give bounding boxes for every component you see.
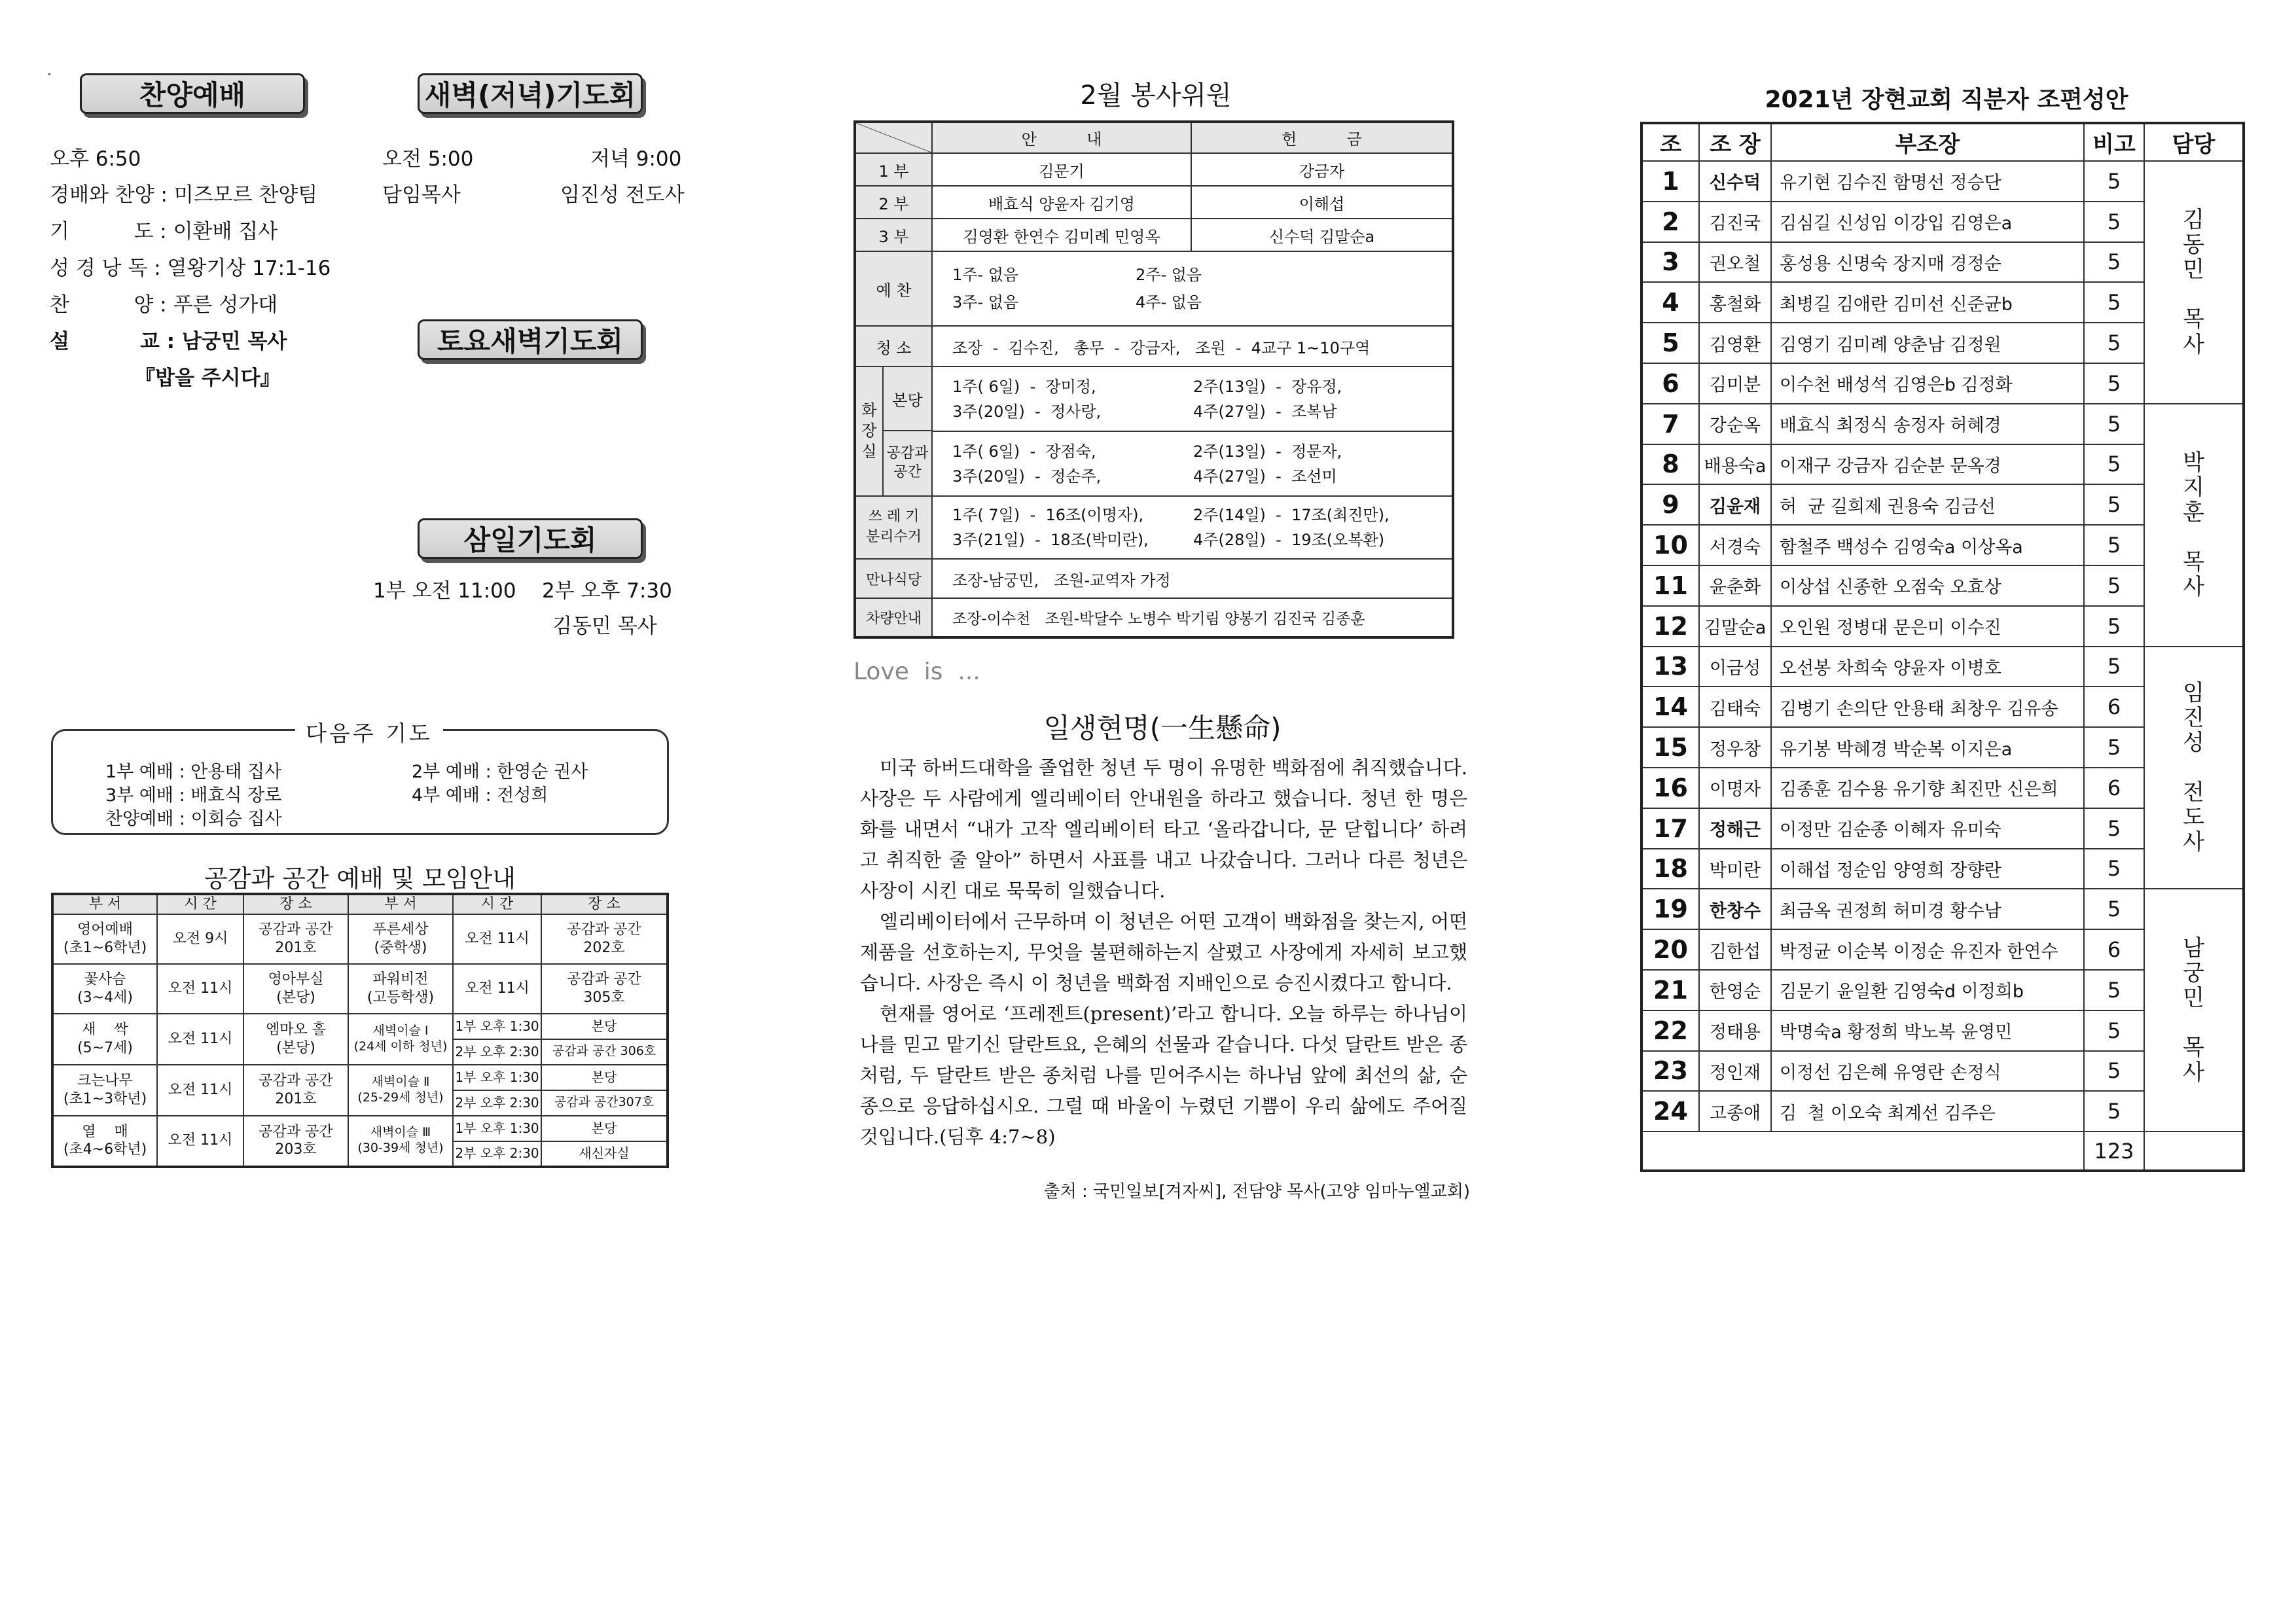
group-subleaders: 배효식 최정식 송정자 허혜경: [1771, 404, 2084, 444]
wed-leader: 김동민 목사: [552, 615, 657, 638]
page-dot: [48, 73, 50, 75]
group-leader: 김말순a: [1699, 606, 1771, 647]
group-note: 5: [2084, 242, 2144, 283]
table-row: [1641, 404, 2244, 444]
wed-time-1: 1부 오전 11:00: [373, 579, 516, 603]
group-subleaders: 김병기 손의단 안용태 최창우 김유송: [1771, 687, 2084, 727]
group-number: 24: [1641, 1091, 1699, 1132]
group-note: 5: [2084, 282, 2144, 323]
group-subleaders: 유기봉 박혜경 박순복 이지은a: [1771, 727, 2084, 768]
next-prayer-box: [51, 721, 669, 835]
group-leader: 정해근: [1699, 808, 1771, 849]
group-subleaders: 이상섭 신종한 오점숙 오효상: [1771, 565, 2084, 606]
group-leader: 홍철화: [1699, 282, 1771, 323]
order-row: 성 경 낭 독 : 열왕기상 17:1-16: [50, 257, 331, 280]
group-leader: 김영환: [1699, 323, 1771, 363]
group-note: 5: [2084, 202, 2144, 242]
group-note: 5: [2084, 970, 2144, 1010]
table-row: 화 장 실 본당 공감과 공간 1주( 6일) - 장미정, 2주(13일) - 장유정, 3주(20일) - 정사랑, 4주(27일) - 조복남: [855, 366, 1453, 431]
group-leader: 김윤재: [1699, 484, 1771, 525]
col-header: 담당: [2144, 123, 2244, 161]
table-row: 예 찬 1주- 없음 2주- 없음 3주- 없음 4주- 없음: [855, 251, 1453, 326]
dawn-prayer-title: 새벽(저녁)기도회: [418, 73, 643, 114]
group-subleaders: 김문기 윤일환 김영숙d 이정희b: [1771, 970, 2084, 1010]
group-number: 11: [1641, 565, 1699, 606]
group-number: 13: [1641, 647, 1699, 687]
group-number: 10: [1641, 525, 1699, 565]
table-row: [1641, 161, 2244, 202]
dawn-time-2: 저녁 9:00: [590, 147, 682, 171]
group-subleaders: 이정만 김순종 이혜자 유미숙: [1771, 808, 2084, 849]
group-number: 16: [1641, 768, 1699, 808]
table-row: 크는나무 (초1~3학년) 오전 11시 공감과 공간 201호 새벽이슬 Ⅱ (25-29세 청년) 1부 오후 1:30 본당: [52, 1065, 668, 1090]
table-row: 새 싹 (5~7세) 오전 11시 엠마오 홀 (본당) 새벽이슬 Ⅰ (24세 이하 청년) 1부 오후 1:30 본당: [52, 1014, 668, 1039]
saturday-prayer-title: 토요새벽기도회: [418, 319, 643, 360]
group-note: 6: [2084, 687, 2144, 727]
table-row: 2부 오후 2:30 새신자실: [52, 1141, 668, 1167]
group-number: 17: [1641, 808, 1699, 849]
group-leader: 한영순: [1699, 970, 1771, 1010]
group-note: 5: [2084, 404, 2144, 444]
col-header: 부조장: [1771, 123, 2084, 161]
story-title: 일생현명(一生懸命): [1043, 712, 1282, 744]
group-number: 22: [1641, 1010, 1699, 1051]
group-number: 12: [1641, 606, 1699, 647]
praise-time: 오후 6:50: [50, 147, 141, 171]
table-row: 만나식당 조장-남궁민, 조원-교역자 가정: [855, 559, 1453, 598]
prayer-item: 찬양예배 : 이회승 집사: [105, 809, 282, 829]
group-leader: 김진국: [1699, 202, 1771, 242]
col-header: 장 소: [243, 894, 348, 914]
group-subleaders: 오인원 정병대 문은미 이수진: [1771, 606, 2084, 647]
group-number: 8: [1641, 444, 1699, 485]
group-note: 5: [2084, 323, 2144, 363]
group-leader: 배용숙a: [1699, 444, 1771, 485]
group-number: 5: [1641, 323, 1699, 363]
dawn-time-1: 오전 5:00: [382, 147, 474, 171]
pastor-in-charge: 박 지 훈 목 사: [2144, 404, 2244, 647]
col-header: 조: [1641, 123, 1699, 161]
table-row: [1641, 889, 2244, 929]
group-leader: 정태용: [1699, 1010, 1771, 1051]
group-note: 5: [2084, 565, 2144, 606]
gathering-title: 공감과 공간 예배 및 모임안내: [204, 865, 516, 893]
order-row: 기 도 : 이환배 집사: [50, 220, 278, 243]
group-table: [1640, 122, 2245, 1172]
table-row: 3 부 김영환 한연수 김미례 민영옥 신수덕 김말순a: [855, 219, 1453, 251]
group-note: 5: [2084, 484, 2144, 525]
group-note: 5: [2084, 161, 2144, 202]
group-leader: 정우창: [1699, 727, 1771, 768]
pastor-in-charge: 김 동 민 목 사: [2144, 161, 2244, 404]
story-body: [860, 753, 1467, 1152]
table-row: 차량안내 조장-이수천 조원-박달수 노병수 박기림 양봉기 김진국 김종훈: [855, 598, 1453, 637]
group-subleaders: 김영기 김미례 양춘남 김정원: [1771, 323, 2084, 363]
group-note: 5: [2084, 889, 2144, 929]
group-subleaders: 유기현 김수진 함명선 정승단: [1771, 161, 2084, 202]
group-number: 7: [1641, 404, 1699, 444]
group-note: 5: [2084, 525, 2144, 565]
pastor-in-charge: 남 궁 민 목 사: [2144, 889, 2244, 1132]
table-row: 2부 오후 2:30 공감과 공간 306호: [52, 1039, 668, 1065]
group-number: 14: [1641, 687, 1699, 727]
story-paragraph: 현재를 영어로 ‘프레젠트(present)’라고 합니다. 오늘 하루는 하나님이 나를 믿고 맡기신 달란트요, 은혜의 선물과 같습니다. 다섯 달란트 받은 종처럼, 두 달란트 받은 종처럼 나를 믿어주시는 하나님 앞에 최선의 삶, 순종으로 응답하십시오. 그럴 때 바울이 누렸던 기쁨이 우리 삶에도 주어질 것입니다.(딤후 4:7~8): [860, 1003, 1467, 1148]
story-source: 출처 : 국민일보[겨자씨], 전담양 목사(고양 임마누엘교회): [1043, 1182, 1470, 1202]
table-row: 1주( 6일) - 장점숙, 2주(13일) - 정문자, 3주(20일) - 정순주, 4주(27일) - 조선미: [855, 431, 1453, 496]
order-row: 찬 양 : 푸른 성가대: [50, 293, 278, 317]
group-number: 18: [1641, 849, 1699, 889]
story-paragraph: 엘리베이터에서 근무하며 이 청년은 어떤 고객이 백화점을 찾는지, 어떤 제품을 선호하는지, 무엇을 불편해하는지 살폈고 사장에게 자세히 보고했습니다. 사장은 즉시 이 청년을 백화점 지배인으로 승진시켰다고 합니다.: [860, 910, 1467, 994]
sermon-title: 『밥을 주시다』: [135, 366, 281, 390]
group-number: 3: [1641, 242, 1699, 283]
table-row: [1641, 647, 2244, 687]
gathering-table: [51, 893, 669, 1168]
group-note: 5: [2084, 1010, 2144, 1051]
volunteers-table: [853, 120, 1454, 639]
group-subleaders: 김심길 신성임 이강입 김영은a: [1771, 202, 2084, 242]
table-row: 영어예배 (초1~6학년) 오전 9시 공감과 공간 201호 푸른세상 (중학생) 오전 11시 공감과 공간 202호: [52, 914, 668, 964]
group-subleaders: 박명숙a 황정희 박노복 윤영민: [1771, 1010, 2084, 1051]
table-row: 2부 오후 2:30 공감과 공간307호: [52, 1090, 668, 1116]
group-subleaders: 이정선 김은혜 유영란 손정식: [1771, 1051, 2084, 1092]
table-row: 청 소 조장 - 김수진, 총무 - 강금자, 조원 - 4교구 1~10구역: [855, 326, 1453, 366]
group-leader: 정인재: [1699, 1051, 1771, 1092]
praise-order: [50, 185, 364, 389]
table-row: 열 매 (초4~6학년) 오전 11시 공감과 공간 203호 새벽이슬 Ⅲ (30-39세 청년) 1부 오후 1:30 본당: [52, 1116, 668, 1141]
pastor-in-charge: 임 진 성 전 도 사: [2144, 647, 2244, 889]
col-header: 조 장: [1699, 123, 1771, 161]
group-leader: 김미분: [1699, 363, 1771, 404]
group-leader: 강순옥: [1699, 404, 1771, 444]
table-row: 2 부 배효식 양윤자 김기영 이해섭: [855, 186, 1453, 219]
group-number: 19: [1641, 889, 1699, 929]
wednesday-prayer-title: 삼일기도회: [418, 518, 643, 559]
group-leader: 이명자: [1699, 768, 1771, 808]
praise-service-title: 찬양예배: [80, 73, 305, 114]
group-note: 5: [2084, 727, 2144, 768]
group-subleaders: 최병길 김애란 김미선 신준균b: [1771, 282, 2084, 323]
group-subleaders: 최금옥 권정희 허미경 황수남: [1771, 889, 2084, 929]
total-row: [1641, 1132, 2244, 1171]
group-note: 5: [2084, 606, 2144, 647]
table-row: 1 부 김문기 강금자: [855, 153, 1453, 186]
order-row: 경배와 찬양 : 미즈모르 찬양팀: [50, 183, 318, 207]
col-header: 비고: [2084, 123, 2144, 161]
table-row: 쓰 레 기 분리수거 1주( 7일) - 16조(이명자), 2주(14일) - 17조(최진만), 3주(21일) - 18조(박미란), 4주(28일) - 19조(오복환): [855, 496, 1453, 559]
group-number: 15: [1641, 727, 1699, 768]
group-number: 9: [1641, 484, 1699, 525]
group-note: 6: [2084, 929, 2144, 970]
group-subleaders: 이수천 배성석 김영은b 김정화: [1771, 363, 2084, 404]
dawn-leader-2: 임진성 전도사: [560, 183, 685, 207]
group-note: 5: [2084, 808, 2144, 849]
group-note: 5: [2084, 1051, 2144, 1092]
group-note: 5: [2084, 647, 2144, 687]
col-header: 시 간: [157, 894, 243, 914]
group-note: 5: [2084, 363, 2144, 404]
prayer-item: 1부 예배 : 안용태 집사: [105, 762, 282, 782]
corner-cell: [855, 122, 932, 153]
offering-header: 헌 금: [1191, 122, 1453, 153]
group-subleaders: 허 균 길희제 권용숙 김금선: [1771, 484, 2084, 525]
group-note: 5: [2084, 444, 2144, 485]
col-header: 부 서: [348, 894, 453, 914]
group-note: 5: [2084, 1091, 2144, 1132]
group-note: 5: [2084, 849, 2144, 889]
col-header: 부 서: [52, 894, 157, 914]
group-subleaders: 박정균 이순복 이정순 유진자 한연수: [1771, 929, 2084, 970]
group-leader: 한창수: [1699, 889, 1771, 929]
header-row: [1641, 123, 2244, 161]
group-leader: 김태숙: [1699, 687, 1771, 727]
col-header: 시 간: [453, 894, 541, 914]
group-subleaders: 이해섭 정순임 양영희 장향란: [1771, 849, 2084, 889]
group-leader: 김한섭: [1699, 929, 1771, 970]
total-count: 123: [2084, 1132, 2144, 1171]
prayer-item: 3부 예배 : 배효식 장로: [105, 785, 282, 806]
group-number: 2: [1641, 202, 1699, 242]
prayer-item: 4부 예배 : 전성희: [412, 785, 548, 806]
story-paragraph: 미국 하버드대학을 졸업한 청년 두 명이 유명한 백화점에 취직했습니다. 사장은 두 사람에게 엘리베이터 안내원을 하라고 했습니다. 청년 한 명은 화를 내면서 “내가 고작 엘리베이터 타고 ‘올라갑니다, 문 닫힙니다’ 하려고 취직한 줄 알아” 하면서 사표를 내고 나갔습니다. 그러나 다른 청년은 사장이 시킨 대로 묵묵히 일했습니다.: [860, 757, 1467, 902]
group-number: 6: [1641, 363, 1699, 404]
group-leader: 서경숙: [1699, 525, 1771, 565]
group-subleaders: 김종훈 김수용 유기향 최진만 신은희: [1771, 768, 2084, 808]
col-header: 장 소: [541, 894, 668, 914]
group-number: 1: [1641, 161, 1699, 202]
order-row: 설 교 : 남궁민 목사: [50, 330, 287, 353]
group-subleaders: 함철주 백성수 김영숙a 이상옥a: [1771, 525, 2084, 565]
group-subleaders: 오선봉 차희숙 양윤자 이병호: [1771, 647, 2084, 687]
next-prayer-title: 다음주 기도: [295, 717, 443, 747]
group-leader: 신수덕: [1699, 161, 1771, 202]
wed-time-2: 2부 오후 7:30: [542, 579, 672, 603]
group-leader: 윤춘화: [1699, 565, 1771, 606]
love-is-caption: Love is ...: [853, 658, 980, 685]
group-number: 20: [1641, 929, 1699, 970]
group-number: 4: [1641, 282, 1699, 323]
guide-header: 안 내: [932, 122, 1191, 153]
volunteers-title: 2월 봉사위원: [1080, 80, 1232, 111]
group-subleaders: 홍성용 신명숙 장지매 경정순: [1771, 242, 2084, 283]
group-leader: 고종애: [1699, 1091, 1771, 1132]
group-leader: 박미란: [1699, 849, 1771, 889]
group-note: 6: [2084, 768, 2144, 808]
group-leader: 이금성: [1699, 647, 1771, 687]
prayer-item: 2부 예배 : 한영순 권사: [412, 762, 588, 782]
group-table-title: 2021년 장현교회 직분자 조편성안: [1765, 86, 2128, 113]
dawn-leader-1: 담임목사: [382, 183, 461, 207]
table-row: 꽃사슴 (3~4세) 오전 11시 영아부실 (본당) 파워비전 (고등학생) 오전 11시 공감과 공간 305호: [52, 964, 668, 1014]
group-subleaders: 김 철 이오숙 최계선 김주은: [1771, 1091, 2084, 1132]
group-number: 23: [1641, 1051, 1699, 1092]
group-subleaders: 이재구 강금자 김순분 문옥경: [1771, 444, 2084, 485]
group-number: 21: [1641, 970, 1699, 1010]
group-leader: 권오철: [1699, 242, 1771, 283]
